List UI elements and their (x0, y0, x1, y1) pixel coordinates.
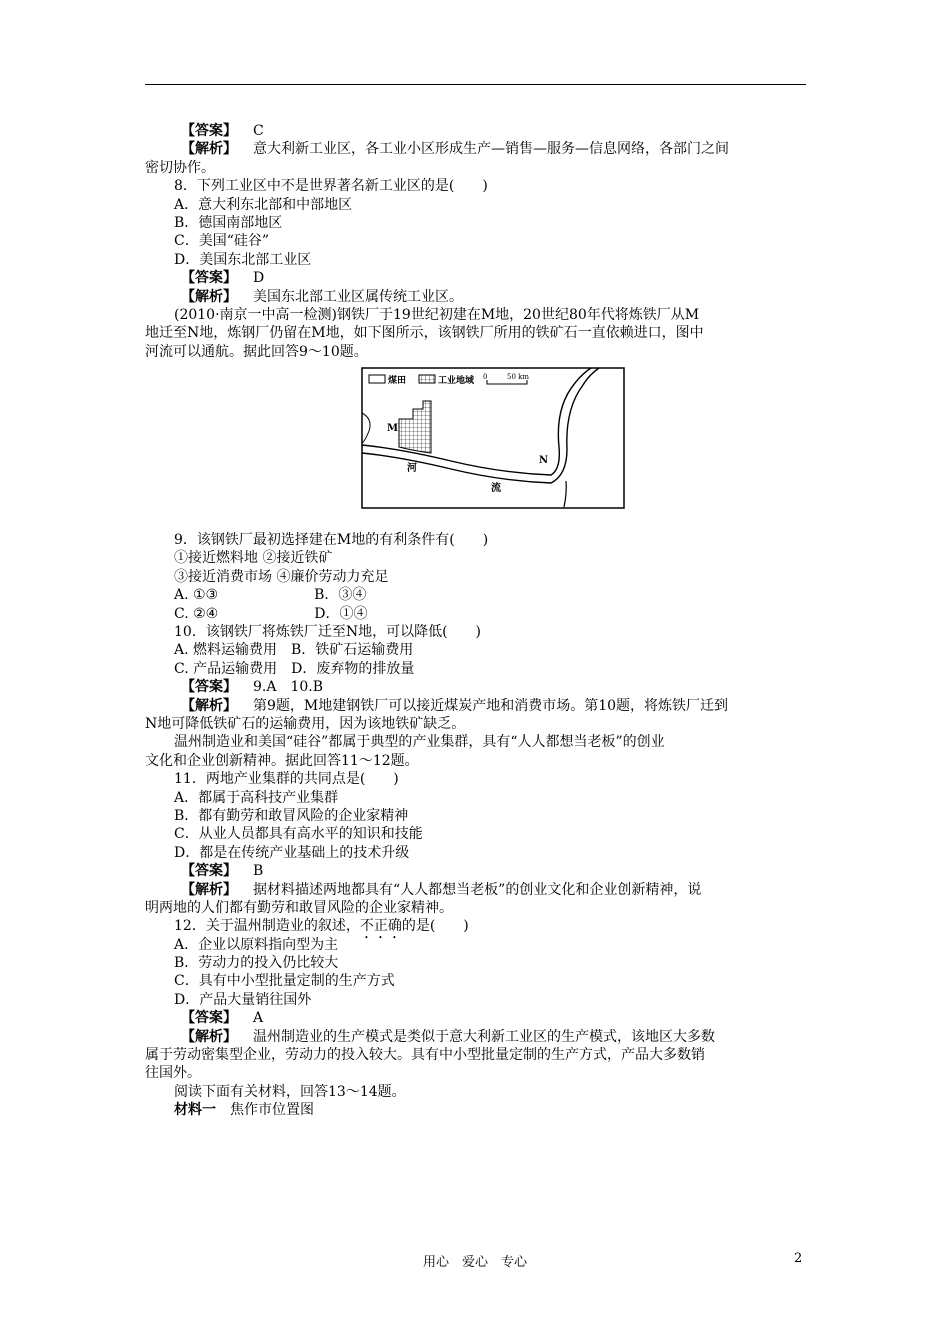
label-m: M (387, 423, 399, 435)
question-8-stem: 8．下列工业区中不是世界著名新工业区的是( ) (174, 178, 488, 195)
question-11-option: A．都属于高科技产业集群 (174, 789, 339, 806)
coal-legend-icon (369, 375, 385, 383)
analysis-11: 【解析】 据材料描述两地都具有“人人都想当老板”的创业文化和企业创新精神，说 (181, 881, 702, 898)
industry-legend-icon (419, 375, 435, 383)
question-12-stem: 12．关于温州制造业的叙述，不正确的是( ) (174, 918, 469, 935)
footer-motto: 用心 爱心 专心 (422, 1255, 527, 1270)
analysis-9-10: 【解析】 第9题，M地建钢铁厂可以接近煤炭产地和消费市场。第10题，将炼铁厂迁到 (181, 697, 729, 714)
question-9-conditions: ③接近消费市场 ④廉价劳动力充足 (174, 568, 389, 585)
answer-7: 【答案】 C (181, 123, 264, 139)
question-12-option: D．产品大量销往国外 (174, 991, 312, 1008)
intro-11-12-cont: 文化和企业创新精神。据此回答11～12题。 (145, 752, 419, 769)
answer-12: 【答案】 A (181, 1010, 264, 1027)
legend-industry-label: 工业地域 (438, 376, 475, 387)
answer-8: 【答案】 D (181, 270, 265, 287)
question-9-stem: 9．该钢铁厂最初选择建在M地的有利条件有( ) (174, 532, 489, 549)
analysis-7-cont: 密切协作。 (145, 159, 215, 176)
document-body (145, 122, 806, 1120)
answer-11: 【答案】 B (181, 863, 264, 880)
scale-zero: 0 (483, 373, 488, 382)
question-8-option: D．美国东北部工业区 (174, 251, 312, 268)
question-12-option: B．劳动力的投入仍比较大 (174, 955, 339, 972)
river-label-he: 河 (407, 463, 417, 475)
question-10-options: C. 产品运输费用 D．废弃物的排放量 (174, 660, 415, 677)
question-11-option: D．都是在传统产业基础上的技术升级 (174, 844, 410, 861)
analysis-11-cont: 明两地的人们都有勤劳和敢冒风险的企业家精神。 (145, 899, 453, 916)
analysis-12: 【解析】 温州制造业的生产模式是类似于意大利新工业区的生产模式，该地区大多数 (181, 1028, 715, 1045)
intro-11-12: 温州制造业和美国“硅谷”都属于典型的产业集群，具有“人人都想当老板”的创业 (174, 734, 665, 751)
analysis-7: 【解析】 意大利新工业区，各工业小区形成生产—销售—服务—信息网络，各部门之间 (181, 141, 729, 158)
question-11-stem: 11．两地产业集群的共同点是( ) (174, 771, 399, 788)
intro-9-10-line: 河流可以通航。据此回答9～10题。 (145, 343, 368, 360)
question-8-option: B．德国南部地区 (174, 214, 283, 231)
steel-plant-map (145, 367, 806, 527)
label-n: N (539, 455, 549, 467)
scale-label: 50 km (507, 373, 530, 382)
question-10-stem: 10．该钢铁厂将炼铁厂迁至N地，可以降低( ) (174, 624, 481, 641)
answer-9-10: 【答案】 9.A 10.B (181, 679, 324, 696)
intro-13-14: 阅读下面有关材料，回答13～14题。 (174, 1083, 406, 1100)
intro-9-10-line: 地迁至N地，炼钢厂仍留在M地，如下图所示，该钢铁厂所用的铁矿石一直依赖进口，图中 (145, 325, 704, 342)
page-number: 2 (794, 1251, 803, 1266)
header-rule (145, 84, 806, 85)
question-8-option: A．意大利东北部和中部地区 (174, 196, 353, 213)
intro-9-10-line: (2010·南京一中高一检测)钢铁厂于19世纪初建在M地，20世纪80年代将炼铁厂从M (174, 306, 700, 323)
legend-coal-label: 煤田 (388, 376, 407, 387)
question-11-option: C．从业人员都具有高水平的知识和技能 (174, 826, 423, 843)
question-9-conditions: ①接近燃料地 ②接近铁矿 (174, 550, 333, 567)
question-12-option: C．具有中小型批量定制的生产方式 (174, 973, 395, 990)
question-9-options: C. ②④ D．①④ (174, 605, 368, 622)
analysis-12-cont: 属于劳动密集型企业，劳动力的投入较大。具有中小型批量定制的生产方式，产品大多数销 (145, 1047, 705, 1064)
question-11-option: B．都有勤劳和敢冒风险的企业家精神 (174, 807, 409, 824)
question-9-options: A. ①③ B．③④ (174, 587, 367, 604)
analysis-8: 【解析】 美国东北部工业区属传统工业区。 (181, 288, 463, 305)
question-8-option: C．美国“硅谷” (174, 233, 270, 250)
analysis-12-cont: 往国外。 (145, 1065, 201, 1082)
analysis-9-10-cont: N地可降低铁矿石的运输费用，因为该地铁矿缺乏。 (145, 715, 466, 732)
question-12-option: A．企业以原料指向型为主 (174, 936, 339, 953)
material-one-caption: 材料一 焦作市位置图 (174, 1102, 314, 1119)
map-figure (361, 367, 625, 509)
question-10-options: A. 燃料运输费用 B．铁矿石运输费用 (174, 642, 414, 659)
river-label-liu: 流 (491, 483, 501, 495)
